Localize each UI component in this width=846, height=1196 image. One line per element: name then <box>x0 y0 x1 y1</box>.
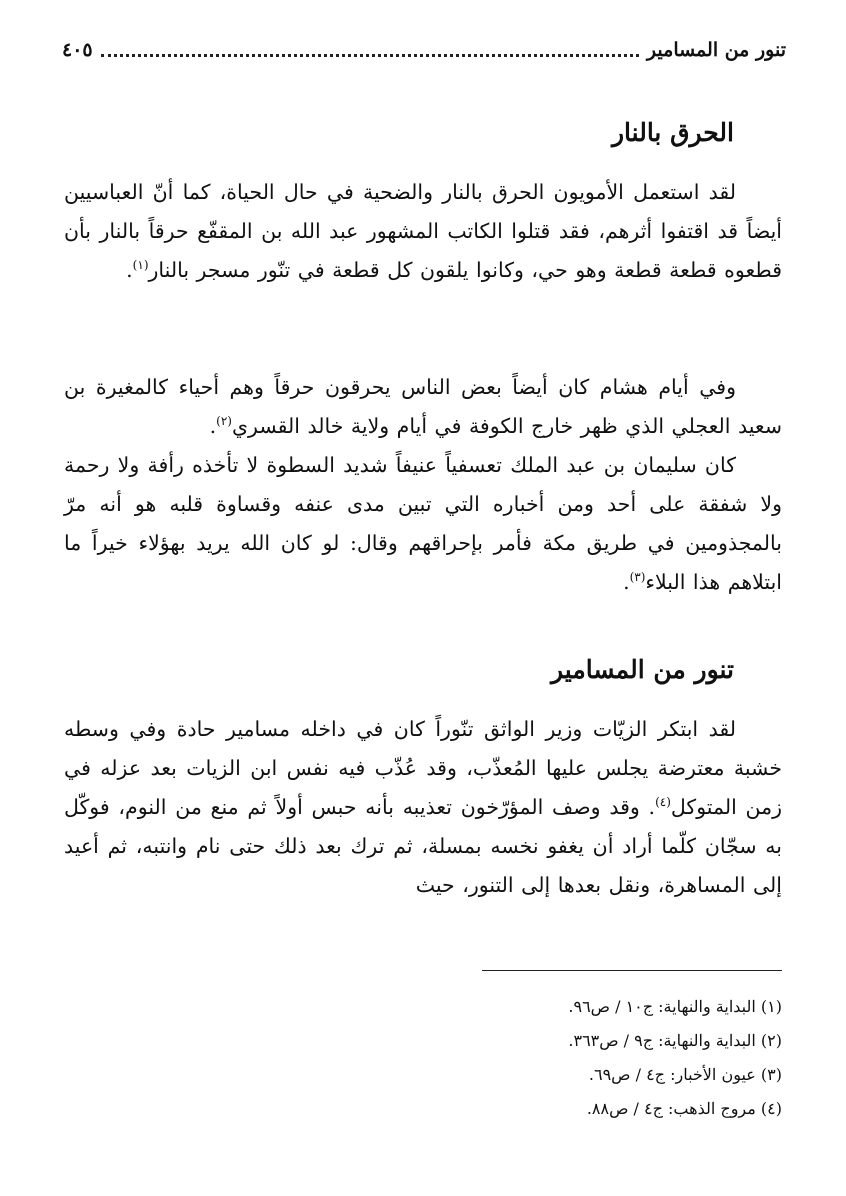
footnote: (٢) البداية والنهاية: ج٩ / ص٣٦٣. <box>568 1031 782 1050</box>
footnote: (٤) مروج الذهب: ج٤ / ص٨٨. <box>586 1099 782 1118</box>
footnote: (٣) عيون الأخبار: ج٤ / ص٦٩. <box>588 1065 782 1084</box>
footnote-ref: (٣) <box>629 570 646 585</box>
paragraph: لقد ابتكر الزيّات وزير الواثق تنّوراً كان في داخله مسامير حادة وفي وسطه خشبة معترضة يجلس عليها المُعذّب، وقد عُذّب فيه نفس ابن الزيات بعد عزله في زمن المتوكل$^{(٤)}$. وقد وصف المؤرّخون تعذيبه بأنه حبس أولاً ثم منع من النوم، فوكّل به سجّان كلّما أراد أن يغفو نخسه بمسلة، ثم ترك بعد ذلك حتى نام وانتبه، ثم أعيد إلى المساهرة، ونقل بعدها إلى التنور، حيث <box>64 717 783 897</box>
running-title: تنور من المسامير <box>646 39 786 61</box>
section-title-burning: الحرق بالنار <box>611 118 734 147</box>
footnotes-list <box>182 990 782 1126</box>
footnote: (١) البداية والنهاية: ج١٠ / ص٩٦. <box>568 997 782 1016</box>
header-leader-dots <box>101 54 639 57</box>
paragraph: لقد استعمل الأمويون الحرق بالنار والضحية في حال الحياة، كما أنّ العباسيين أيضاً قد اقتفوا أثرهم، فقد قتلوا الكاتب المشهور عبد الله بن المقفّع حرقاً بالنار بأن قطعوه قطعة قطعة وهو حي، وكانوا يلقون كل قطعة في تنّور مسجر بالنار$^{(١)}$. <box>64 180 782 282</box>
page-number: ٤٠٥ <box>62 39 93 61</box>
footnote-separator <box>482 970 782 971</box>
paragraph: كان سليمان بن عبد الملك تعسفياً عنيفاً شديد السطوة لا تأخذه رأفة ولا رحمة ولا شفقة على أحد ومن أخباره التي تبين مدى عنفه وقساوة قلبه هو أنه مرّ بالمجذومين في طريق مكة فأمر بإحراقهم وقال: لو كان الله يريد بهؤلاء خيراً ما ابتلاهم هذا البلاء$^{(٣)}$. <box>64 453 782 594</box>
footnote-ref: (١) <box>132 258 149 273</box>
paragraph: وفي أيام هشام كان أيضاً بعض الناس يحرقون حرقاً وهم أحياء كالمغيرة بن سعيد العجلي الذي ظهر خارج الكوفة في أيام ولاية خالد القسري$^{(٢)}$. <box>64 375 782 438</box>
section-title-nail-oven: تنور من المسامير <box>551 655 734 684</box>
footnote-ref: (٢) <box>216 414 232 429</box>
running-header <box>62 36 786 64</box>
footnote-ref: (٤) <box>655 795 671 810</box>
